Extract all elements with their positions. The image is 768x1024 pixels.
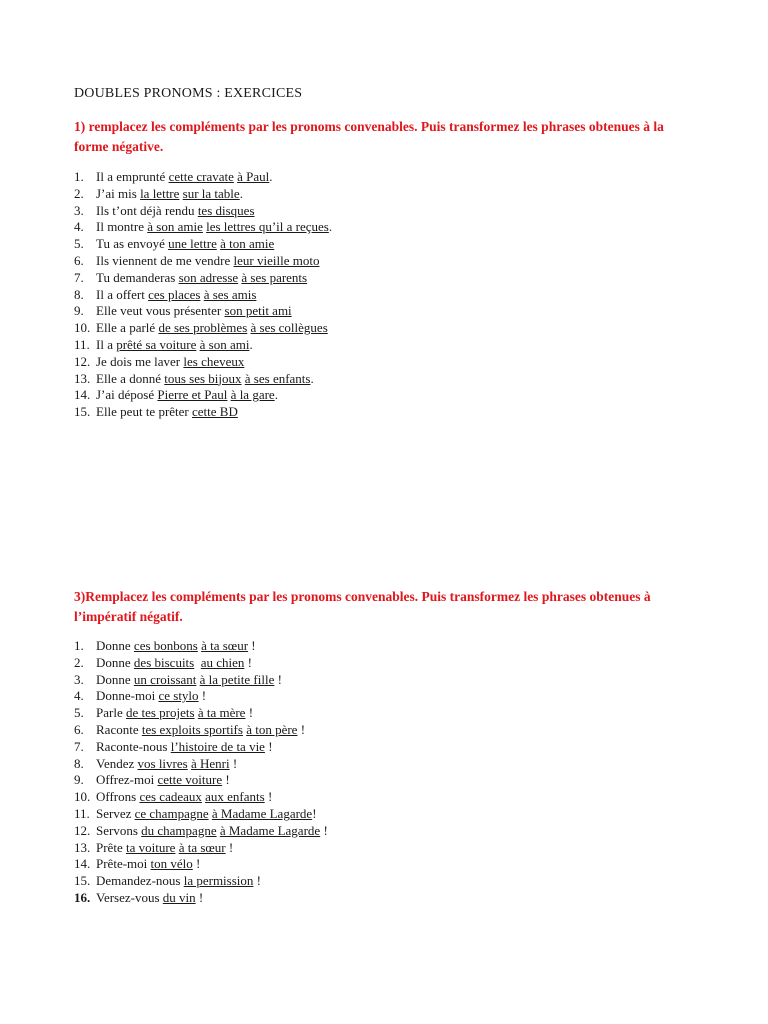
exercise-item (74, 219, 332, 236)
exercise-item (74, 840, 328, 857)
sentence-text: Ils viennent de me vendre (96, 252, 234, 268)
underlined-complement: un croissant (133, 671, 197, 687)
exercise-item (74, 806, 328, 823)
sentence-text: ! (198, 688, 207, 704)
underlined-complement: ces cadeaux (139, 789, 202, 805)
sentence-text: ! (195, 889, 204, 905)
item-number: 10. (74, 320, 91, 336)
sentence-text: Demandez-nous (96, 873, 184, 889)
sentence-text: ! (248, 638, 256, 653)
sentence-text: Donne (96, 638, 134, 653)
item-number: 2. (74, 185, 84, 201)
item-number: 1. (74, 169, 84, 184)
item-number: 5. (74, 705, 84, 721)
underlined-complement: à ses amis (203, 286, 257, 302)
exercise-3-instruction: 3)Remplacez les compléments par les pronoms convenables. Puis transformez les phrases obtenues à l’impératif négatif. (74, 589, 651, 624)
exercise-item (74, 253, 332, 270)
exercise-item (74, 890, 328, 907)
exercise-item (74, 705, 328, 722)
sentence-text: ! (274, 671, 282, 687)
exercise-item (74, 873, 328, 890)
item-number: 11. (74, 805, 90, 821)
sentence-text: Tu demanderas (96, 269, 179, 285)
sentence-text: Parle (96, 705, 126, 721)
underlined-complement: son adresse (178, 269, 239, 285)
exercise-item (74, 387, 332, 404)
underlined-complement: les lettres qu’il a reçues (206, 219, 329, 235)
sentence-text: Raconte-nous (96, 738, 171, 754)
item-number: 6. (74, 721, 84, 737)
underlined-complement: à son ami (199, 336, 250, 352)
sentence-text: Elle veut vous présenter (96, 303, 225, 319)
sentence-text: Donne (96, 671, 134, 687)
exercise-item (74, 856, 328, 873)
underlined-complement: leur vieille moto (233, 252, 320, 268)
item-number: 4. (74, 688, 84, 704)
underlined-complement: la permission (183, 873, 254, 889)
underlined-complement: sur la table (182, 185, 240, 201)
underlined-complement: à ses enfants (244, 370, 311, 386)
sentence-text: ! (245, 705, 254, 721)
sentence-text: . (310, 370, 314, 386)
sentence-text: . (239, 185, 243, 201)
sentence-text: Raconte (96, 721, 142, 737)
sentence-text: Offrez-moi (96, 772, 158, 788)
sentence-text: ! (253, 873, 261, 889)
underlined-complement: à ta mère (197, 705, 246, 721)
sentence-text: ! (264, 789, 273, 805)
sentence-text: Donne (96, 654, 134, 670)
exercise-item (74, 371, 332, 388)
underlined-complement: Pierre et Paul (157, 387, 228, 403)
underlined-complement: à ta sœur (201, 638, 249, 653)
sentence-text: J’ai mis (96, 185, 141, 201)
exercise-item (74, 320, 332, 337)
underlined-complement: aux enfants (205, 789, 265, 805)
item-number: 6. (74, 252, 84, 268)
exercise-item (74, 789, 328, 806)
underlined-complement: ce champagne (134, 805, 209, 821)
underlined-complement: la lettre (140, 185, 180, 201)
underlined-complement: à Henri (190, 755, 230, 771)
item-number: 8. (74, 755, 84, 771)
exercise-item (74, 270, 332, 287)
underlined-complement: à son amie (147, 219, 203, 235)
underlined-complement: à ta sœur (178, 839, 226, 855)
exercise-1-list (74, 169, 332, 421)
sentence-text: Il a offert (96, 286, 149, 302)
item-number: 14. (74, 387, 91, 403)
exercise-item (74, 638, 328, 655)
item-number: 11. (74, 336, 90, 352)
sentence-text: ! (244, 654, 252, 670)
underlined-complement: de ses problèmes (158, 320, 248, 336)
underlined-complement: du champagne (141, 822, 217, 838)
underlined-complement: à ton père (246, 721, 298, 737)
item-number: 4. (74, 219, 84, 235)
exercise-item (74, 236, 332, 253)
item-number: 7. (74, 738, 84, 754)
sentence-text: ! (312, 805, 317, 821)
sentence-text: ! (229, 755, 238, 771)
sentence-text: . (328, 219, 333, 235)
sentence-text: Donne-moi (96, 688, 159, 704)
underlined-complement: à ses parents (241, 269, 308, 285)
exercise-3-list (74, 638, 328, 907)
underlined-complement: à Paul (237, 169, 270, 184)
underlined-complement: vos livres (137, 755, 188, 771)
item-number: 9. (74, 303, 84, 319)
sentence-text: Il a emprunté (96, 169, 169, 184)
underlined-complement: ces bonbons (133, 638, 198, 653)
item-number: 3. (74, 671, 84, 687)
sentence-text: Servez (96, 805, 135, 821)
exercise-item (74, 722, 328, 739)
item-number: 9. (74, 772, 84, 788)
sentence-text: Vendez (96, 755, 138, 771)
exercise-item (74, 404, 332, 421)
item-number: 12. (74, 353, 91, 369)
sentence-text: Il montre (96, 219, 148, 235)
exercise-item (74, 203, 332, 220)
item-number: 13. (74, 839, 91, 855)
exercise-item (74, 303, 332, 320)
exercise-item (74, 186, 332, 203)
item-number: 1. (74, 638, 84, 653)
exercise-1-instruction: 1) remplacez les compléments par les pronoms convenables. Puis transformez les phrases obtenues à la forme négative. (74, 119, 664, 154)
underlined-complement: à la gare (230, 387, 275, 403)
underlined-complement: tous ses bijoux (164, 370, 242, 386)
exercise-item (74, 688, 328, 705)
underlined-complement: les cheveux (183, 353, 245, 369)
item-number: 5. (74, 236, 84, 252)
item-number: 15. (74, 873, 91, 889)
sentence-text: ! (297, 721, 306, 737)
sentence-text: Prête-moi (96, 856, 151, 872)
underlined-complement: à Madame Lagarde (219, 822, 321, 838)
underlined-complement: son petit ami (224, 303, 292, 319)
sentence-text: Elle a parlé (96, 320, 159, 336)
sentence-text: Elle peut te prêter (96, 404, 193, 420)
item-number: 2. (74, 654, 84, 670)
sentence-text: ! (225, 839, 234, 855)
underlined-complement: ce stylo (158, 688, 199, 704)
underlined-complement: prêté sa voiture (116, 336, 197, 352)
underlined-complement: ces places (148, 286, 201, 302)
sentence-text: Servons (96, 822, 142, 838)
item-number: 16. (74, 889, 91, 905)
underlined-complement: de tes projets (125, 705, 195, 721)
item-number: 12. (74, 822, 91, 838)
exercise-item (74, 655, 328, 672)
item-number: 13. (74, 370, 91, 386)
item-number: 15. (74, 404, 91, 420)
sentence-text: Il a (96, 336, 117, 352)
sentence-text: ! (222, 772, 230, 788)
underlined-complement: à Madame Lagarde (211, 805, 313, 821)
sentence-text: Tu as envoyé (96, 236, 169, 252)
underlined-complement: à ton amie (220, 236, 275, 252)
item-number: 8. (74, 286, 84, 302)
sentence-text: Offrons (96, 789, 140, 805)
exercise-item (74, 772, 328, 789)
underlined-complement: cette cravate (168, 169, 234, 184)
item-number: 7. (74, 269, 84, 285)
sentence-text: Versez-vous (96, 889, 163, 905)
underlined-complement: à la petite fille (199, 671, 275, 687)
exercise-item (74, 756, 328, 773)
sentence-text: . (269, 169, 273, 184)
sentence-text: Elle a donné (96, 370, 165, 386)
underlined-complement: tes exploits sportifs (141, 721, 243, 737)
underlined-complement: des biscuits (133, 654, 195, 670)
sentence-text: ! (264, 738, 273, 754)
underlined-complement: ton vélo (150, 856, 193, 872)
underlined-complement: cette BD (192, 404, 238, 420)
underlined-complement: du vin (162, 889, 196, 905)
underlined-complement: à ses collègues (250, 320, 328, 336)
exercise-item (74, 337, 332, 354)
exercise-item (74, 739, 328, 756)
underlined-complement: au chien (200, 654, 245, 670)
underlined-complement: cette voiture (157, 772, 223, 788)
item-number: 10. (74, 789, 91, 805)
sentence-text: . (274, 387, 278, 403)
sentence-text: Ils t’ont déjà rendu (96, 202, 198, 218)
exercise-item (74, 672, 328, 689)
item-number: 14. (74, 856, 91, 872)
sentence-text: J’ai déposé (96, 387, 158, 403)
exercise-item (74, 287, 332, 304)
exercise-item (74, 354, 332, 371)
sentence-text: . (249, 336, 253, 352)
exercise-item (74, 823, 328, 840)
exercise-item (74, 169, 332, 186)
sentence-text: Prête (96, 839, 126, 855)
underlined-complement: l’histoire de ta vie (170, 738, 265, 754)
underlined-complement: une lettre (168, 236, 217, 252)
sentence-text: Je dois me laver (96, 353, 184, 369)
item-number: 3. (74, 202, 84, 218)
page-title: DOUBLES PRONOMS : EXERCICES (74, 86, 303, 101)
sentence-text: ! (192, 856, 201, 872)
underlined-complement: tes disques (197, 202, 255, 218)
underlined-complement: ta voiture (125, 839, 176, 855)
sentence-text: ! (320, 822, 328, 838)
